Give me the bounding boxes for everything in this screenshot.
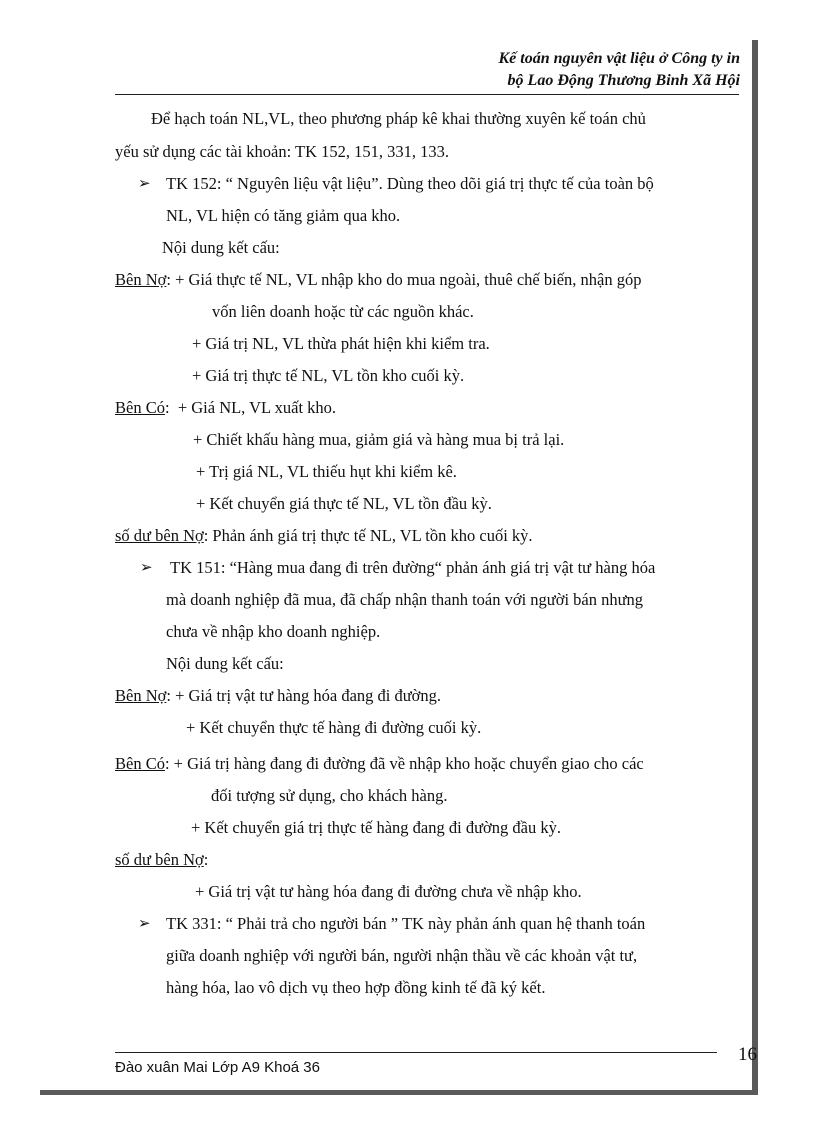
ben-no-label: Bên Nợ bbox=[115, 686, 167, 705]
tk151-ben-no-text-1: : + Giá trị vật tư hàng hóa đang đi đường. bbox=[166, 686, 442, 705]
page-number: 16 bbox=[738, 1044, 757, 1065]
tk331-line-3: hàng hóa, lao vô dịch vụ theo hợp đồng kinh tế đã ký kết. bbox=[166, 978, 546, 997]
tk152-ben-co-line-2: + Chiết khấu hàng mua, giảm giá và hàng mua bị trả lại. bbox=[193, 430, 565, 449]
header-line-1: Kế toán nguyên vật liệu ở Công ty in bbox=[498, 50, 740, 67]
tk152-ben-no-line-2: + Giá trị NL, VL thừa phát hiện khi kiểm tra. bbox=[192, 334, 490, 353]
tk151-so-du-line: + Giá trị vật tư hàng hóa đang đi đường chưa về nhập kho. bbox=[195, 882, 582, 901]
tk152-ben-co-text-1: + Giá NL, VL xuất kho. bbox=[169, 398, 337, 417]
tk152-ben-co-line-4: + Kết chuyển giá thực tế NL, VL tồn đầu kỳ. bbox=[196, 494, 492, 513]
tk152-line-1: TK 152: “ Nguyên liệu vật liệu”. Dùng theo dõi giá trị thực tế của toàn bộ bbox=[166, 174, 654, 193]
tk152-ben-no-text-1: + Giá thực tế NL, VL nhập kho do mua ngoài, thuê chế biến, nhận góp bbox=[170, 270, 642, 289]
tk151-ben-no-line-1 bbox=[115, 685, 441, 707]
tk151-line-2: mà doanh nghiệp đã mua, đã chấp nhận thanh toán với người bán nhưng bbox=[166, 590, 644, 609]
bullet-arrow-icon: ➢ bbox=[140, 560, 153, 576]
tk152-ben-no-line-1b: vốn liên doanh hoặc từ các nguồn khác. bbox=[212, 302, 474, 321]
tk152-ben-co-line-1 bbox=[115, 397, 336, 419]
tk331-line-1: TK 331: “ Phải trả cho người bán ” TK này phản ánh quan hệ thanh toán bbox=[166, 914, 646, 933]
ben-co-label: Bên Có bbox=[115, 754, 165, 773]
noi-dung-ket-cau-heading-2: Nội dung kết cấu: bbox=[166, 654, 284, 673]
footer-rule bbox=[115, 1052, 717, 1053]
intro-line-2: yếu sử dụng các tài khoản: TK 152, 151, 331, 133. bbox=[115, 142, 450, 161]
so-du-ben-no-label: số dư bên Nợ bbox=[115, 850, 204, 869]
bullet-arrow-icon: ➢ bbox=[138, 916, 151, 932]
tk151-ben-co-line-1 bbox=[115, 753, 644, 775]
tk151-ben-co-line-2: + Kết chuyển giá trị thực tế hàng đang đi đường đầu kỳ. bbox=[191, 818, 561, 837]
header-line-2: bộ Lao Động Thương Binh Xã Hội bbox=[507, 72, 740, 89]
page-frame-right-border bbox=[752, 40, 758, 1092]
tk151-line-3: chưa về nhập kho doanh nghiệp. bbox=[166, 622, 381, 641]
tk152-ben-no-line-3: + Giá trị thực tế NL, VL tồn kho cuối kỳ. bbox=[192, 366, 465, 385]
ben-no-colon: : bbox=[166, 270, 171, 289]
tk152-ben-no-line-1 bbox=[115, 269, 641, 291]
tk151-ben-co-text-1: : + Giá trị hàng đang đi đường đã về nhập kho hoặc chuyển giao cho các bbox=[164, 754, 644, 773]
ben-co-label: Bên Có bbox=[115, 398, 165, 417]
tk152-line-2: NL, VL hiện có tăng giảm qua kho. bbox=[166, 206, 401, 225]
running-header bbox=[499, 48, 741, 92]
so-du-ben-no-label: số dư bên Nợ bbox=[115, 526, 204, 545]
footer-author: Đào xuân Mai Lớp A9 Khoá 36 bbox=[115, 1059, 320, 1076]
tk331-line-2: giữa doanh nghiệp với người bán, người nhận thầu về các khoản vật tư, bbox=[166, 946, 638, 965]
ben-no-label: Bên Nợ bbox=[115, 270, 167, 289]
page-frame-bottom-border bbox=[40, 1090, 758, 1095]
tk152-so-du-line bbox=[115, 525, 533, 547]
intro-line-1: Để hạch toán NL,VL, theo phương pháp kê khai thường xuyên kế toán chủ bbox=[151, 109, 646, 128]
ben-co-colon: : bbox=[164, 398, 170, 417]
so-du-colon: : bbox=[203, 850, 209, 869]
tk151-so-du-label-line bbox=[115, 849, 208, 871]
tk152-so-du-text: : Phản ánh giá trị thực tế NL, VL tồn kho cuối kỳ. bbox=[203, 526, 533, 545]
tk151-ben-no-line-2: + Kết chuyển thực tế hàng đi đường cuối kỳ. bbox=[186, 718, 482, 737]
bullet-arrow-icon: ➢ bbox=[138, 176, 151, 192]
header-rule bbox=[115, 94, 739, 95]
tk152-ben-co-line-3: + Trị giá NL, VL thiếu hụt khi kiểm kê. bbox=[196, 462, 457, 481]
tk151-line-1: TK 151: “Hàng mua đang đi trên đường“ phản ánh giá trị vật tư hàng hóa bbox=[170, 558, 656, 577]
tk151-ben-co-line-1b: đối tượng sử dụng, cho khách hàng. bbox=[211, 786, 448, 805]
noi-dung-ket-cau-heading: Nội dung kết cấu: bbox=[162, 238, 280, 257]
